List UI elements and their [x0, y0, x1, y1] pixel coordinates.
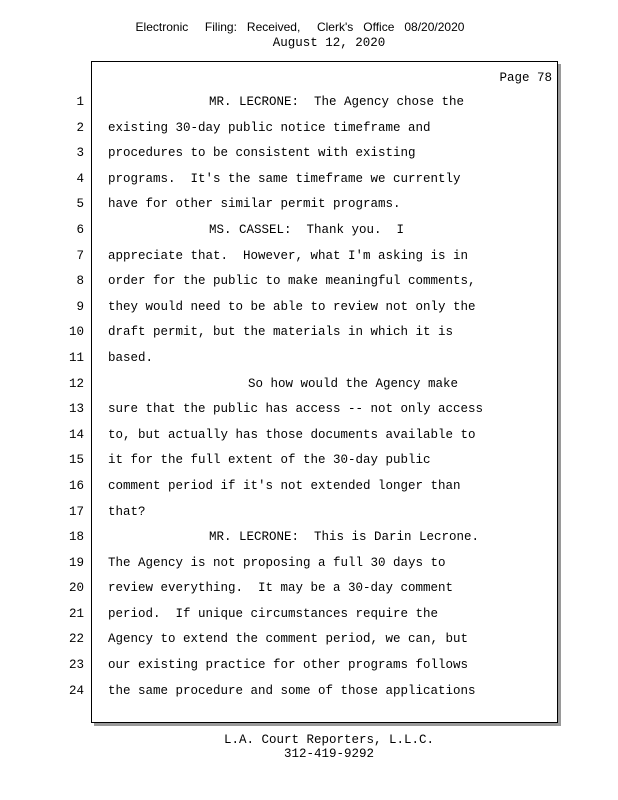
transcript-line [0, 551, 600, 577]
line-number: 7 [76, 248, 84, 263]
line-number: 17 [68, 504, 84, 519]
line-text: the same procedure and some of those applications [108, 683, 476, 698]
court-reporter-phone: 312-419-9292 [283, 747, 374, 761]
transcript-line [0, 244, 600, 270]
line-number: 23 [68, 658, 84, 673]
line-text: comment period if it's not extended longer than [108, 478, 461, 493]
line-text: have for other similar permit programs. [108, 197, 401, 212]
line-number: 1 [76, 95, 84, 109]
line-number: 14 [68, 427, 84, 442]
line-text: procedures to be consistent with existing [108, 146, 416, 161]
transcript-line [0, 295, 600, 321]
line-text: our existing practice for other programs follows [108, 658, 469, 673]
line-number: 9 [76, 299, 84, 314]
line-text: The Agency is not proposing a full 30 days to [108, 555, 446, 570]
transcript-line [0, 525, 600, 551]
transcript-line [0, 679, 600, 705]
transcript-line [0, 423, 600, 449]
line-number: 24 [68, 683, 84, 698]
transcript-line [0, 627, 600, 653]
line-text: Agency to extend the comment period, we can, but [108, 632, 469, 647]
line-text: it for the full extent of the 30-day public [108, 453, 431, 468]
transcript-line [0, 269, 600, 295]
transcript-line [0, 192, 600, 218]
transcript-line [0, 448, 600, 474]
transcript-line [0, 474, 600, 500]
line-number: 3 [76, 146, 84, 161]
line-text: based. [108, 350, 154, 365]
line-number: 19 [68, 555, 84, 570]
line-number: 4 [76, 171, 84, 186]
line-text: sure that the public has access -- not only access [108, 402, 484, 417]
transcript-line [0, 653, 600, 679]
transcript-line [0, 167, 600, 193]
line-number: 16 [68, 478, 84, 493]
line-text: order for the public to make meaningful comments, [108, 274, 476, 289]
transcript-line [0, 602, 600, 628]
page-number: Page 78 [499, 71, 552, 85]
footer [0, 733, 618, 761]
transcript-line [0, 346, 600, 372]
court-reporter-name: L.A. Court Reporters, L.L.C. [223, 733, 435, 747]
line-text: to, but actually has those documents available to [108, 427, 476, 442]
line-text: appreciate that. However, what I'm asking is in [108, 248, 469, 263]
line-number: 6 [76, 222, 84, 237]
line-number: 2 [76, 120, 84, 135]
line-number: 21 [68, 606, 84, 621]
line-text: existing 30-day public notice timeframe and [108, 120, 431, 135]
line-text: they would need to be able to review not only the [108, 299, 476, 314]
transcript-line [0, 500, 600, 526]
transcript-line [0, 141, 600, 167]
transcript-line [0, 576, 600, 602]
line-number: 8 [76, 274, 84, 289]
line-text: draft permit, but the materials in which it is [108, 325, 454, 340]
line-number: 11 [68, 350, 84, 365]
line-text: review everything. It may be a 30-day comment [108, 581, 454, 596]
line-number: 18 [68, 530, 84, 545]
transcript-line [0, 397, 600, 423]
hearing-date: August 12, 2020 [272, 36, 386, 50]
transcript-line [0, 218, 600, 244]
line-text: period. If unique circumstances require the [108, 606, 439, 621]
line-number: 12 [68, 376, 84, 391]
line-number: 22 [68, 632, 84, 647]
line-number: 5 [76, 197, 84, 212]
line-number: 20 [68, 581, 84, 596]
line-text: MS. CASSEL: Thank you. I [209, 222, 405, 237]
line-text: that? [108, 504, 146, 519]
line-text: MR. LECRONE: The Agency chose the [209, 95, 465, 109]
line-number: 13 [68, 402, 84, 417]
transcript-lines [0, 90, 600, 704]
transcript-line [0, 116, 600, 142]
line-number: 10 [68, 325, 84, 340]
filing-stamp: Electronic Filing: Received, Clerk's Office 08/20/2020 [135, 20, 465, 34]
transcript-line [0, 90, 600, 116]
transcript-line [0, 320, 600, 346]
transcript-line [0, 372, 600, 398]
line-text: So how would the Agency make [248, 376, 459, 391]
line-number: 15 [68, 453, 84, 468]
line-text: MR. LECRONE: This is Darin Lecrone. [209, 530, 480, 545]
line-text: programs. It's the same timeframe we currently [108, 171, 461, 186]
